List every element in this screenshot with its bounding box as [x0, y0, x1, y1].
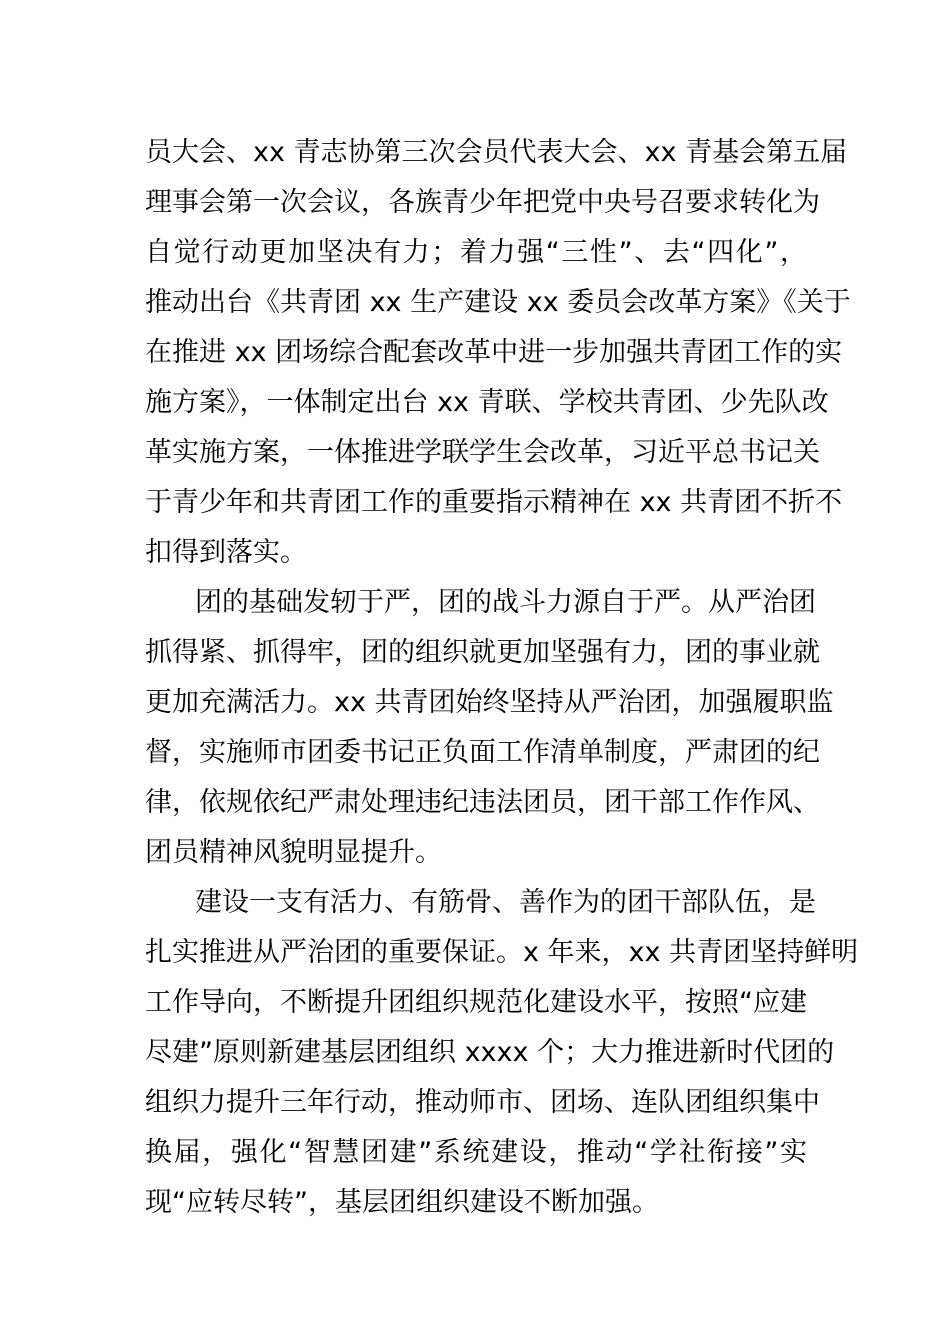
- text-line: 推动出台《共青团 xx 生产建设 xx 委员会改革方案》《关于: [145, 287, 851, 318]
- text-line: 于青少年和共青团工作的重要指示精神在 xx 共青团不折不: [145, 487, 843, 518]
- text-line: 团的基础发轫于严，团的战斗力源自于严。从严治团: [195, 587, 816, 618]
- text-line: 抓得紧、抓得牢，团的组织就更加坚强有力，团的事业就: [145, 637, 820, 668]
- text-line: 自觉行动更加坚决有力；着力强“三性”、去“四化”，: [145, 237, 807, 268]
- text-line: 员大会、xx 青志协第三次会员代表大会、xx 青基会第五届: [145, 137, 848, 168]
- paragraph-3: [145, 878, 859, 1228]
- text-line: 更加充满活力。xx 共青团始终坚持从严治团，加强履职监: [145, 687, 834, 718]
- text-line: 建设一支有活力、有筋骨、善作为的团干部队伍，是: [195, 887, 816, 918]
- document-body: [145, 128, 859, 1228]
- text-line: 工作导向，不断提升团组织规范化建设水平，按照“应建: [145, 987, 807, 1018]
- text-line: 扣得到落实。: [145, 537, 307, 568]
- text-line: 督，实施师市团委书记正负面工作清单制度，严肃团的纪: [145, 737, 820, 768]
- text-line: 理事会第一次会议，各族青少年把党中央号召要求转化为: [145, 187, 820, 218]
- text-line: 团员精神风貌明显提升。: [145, 837, 442, 868]
- text-line: 在推进 xx 团场综合配套改革中进一步加强共青团工作的实: [145, 337, 843, 368]
- text-line: 现“应转尽转”，基层团组织建设不断加强。: [145, 1187, 659, 1218]
- text-line: 施方案》，一体制定出台 xx 青联、学校共青团、少先队改: [145, 387, 829, 418]
- paragraph-1: [145, 128, 851, 578]
- text-line: 组织力提升三年行动，推动师市、团场、连队团组织集中: [145, 1087, 820, 1118]
- text-line: 律，依规依纪严肃处理违纪违法团员，团干部工作作风、: [145, 787, 820, 818]
- text-line: 尽建”原则新建基层团组织 xxxx 个；大力推进新时代团的: [145, 1037, 835, 1068]
- paragraph-2: [145, 578, 834, 878]
- text-line: 换届，强化“智慧团建”系统建设，推动“学社衔接”实: [145, 1137, 807, 1168]
- text-line: 革实施方案，一体推进学联学生会改革，习近平总书记关: [145, 437, 820, 468]
- text-line: 扎实推进从严治团的重要保证。x 年来，xx 共青团坚持鲜明: [145, 937, 859, 968]
